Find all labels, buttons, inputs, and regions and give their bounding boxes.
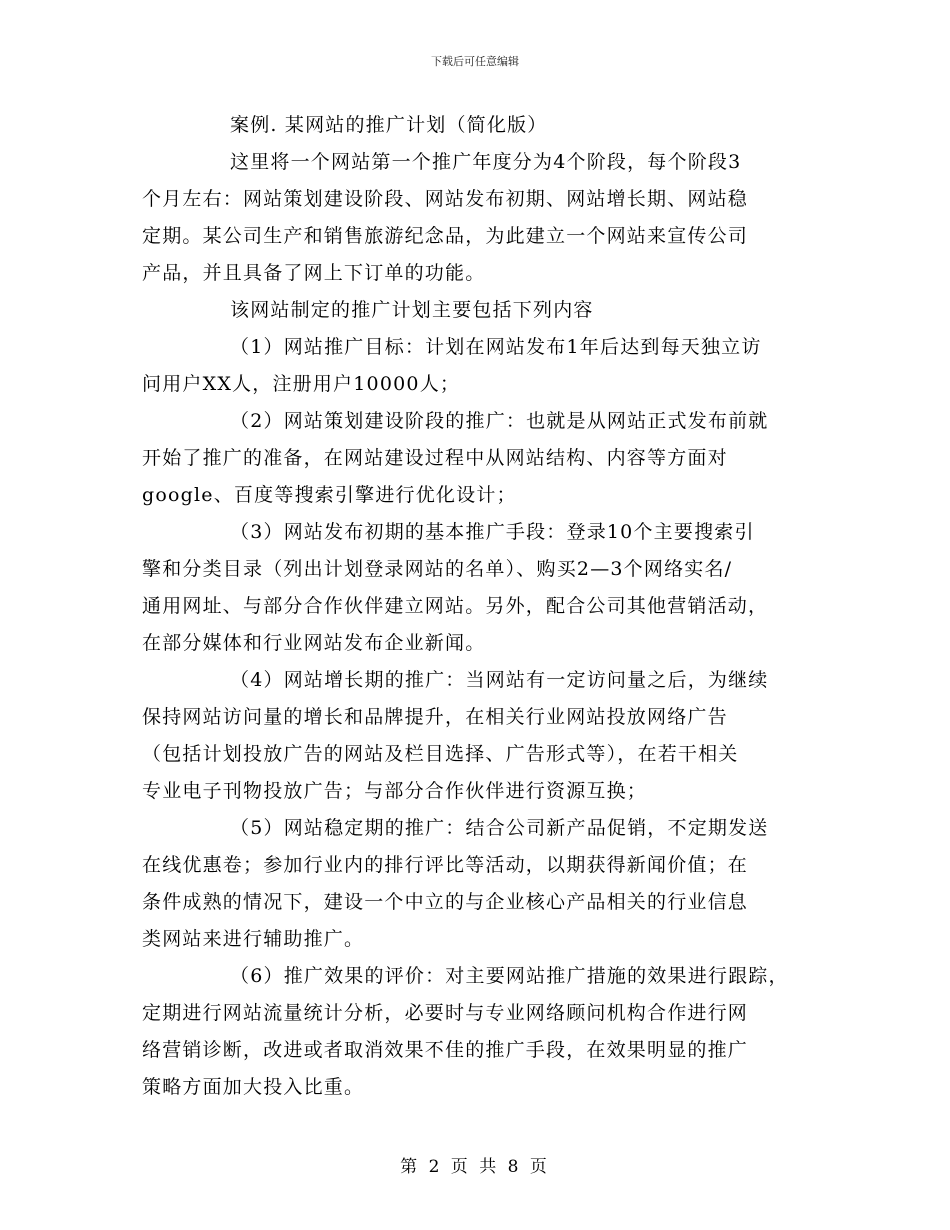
paragraph-line: （包括计划投放广告的网站及栏目选择、广告形式等），在若干相关 <box>142 743 739 765</box>
paragraph-line: 条件成熟的情况下，建设一个中立的与企业核心产品相关的行业信息 <box>142 891 749 913</box>
paragraph-line: （5）网站稳定期的推广：结合公司新产品促销，不定期发送 <box>230 817 769 839</box>
paragraph-line: 这里将一个网站第一个推广年度分为4个阶段，每个阶段3 <box>230 151 742 173</box>
paragraph-line: 问用户XX人，注册用户10000人； <box>142 373 461 395</box>
paragraph-line: 通用网址、与部分合作伙伴建立网站。另外，配合公司其他营销活动， <box>142 595 769 617</box>
paragraph-line: （4）网站增长期的推广：当网站有一定访问量之后，为继续 <box>230 669 769 691</box>
paragraph-line: 络营销诊断，改进或者取消效果不佳的推广手段，在效果明显的推广 <box>142 1039 749 1061</box>
paragraph-line: （6）推广效果的评价：对主要网站推广措施的效果进行跟踪， <box>230 965 789 987</box>
paragraph-line: 类网站来进行辅助推广。 <box>142 928 365 950</box>
page-header: 下载后可任意编辑 <box>431 55 519 68</box>
paragraph-line: 擎和分类目录（列出计划登录网站的名单）、购买2—3个网络实名/ <box>142 558 733 580</box>
paragraph-line: （2）网站策划建设阶段的推广：也就是从网站正式发布前就 <box>230 410 769 432</box>
paragraph-line: 该网站制定的推广计划主要包括下列内容 <box>230 299 594 321</box>
paragraph-line: 专业电子刊物投放广告；与部分合作伙伴进行资源互换； <box>142 780 648 802</box>
case-title: 案例. 某网站的推广计划（简化版） <box>230 114 548 136</box>
paragraph-line: 保持网站访问量的增长和品牌提升，在相关行业网站投放网络广告 <box>142 706 728 728</box>
paragraph-line: 产品，并且具备了网上下订单的功能。 <box>142 262 486 284</box>
paragraph-line: google、百度等搜索引擎进行优化设计； <box>142 484 517 506</box>
paragraph-line: 定期进行网站流量统计分析，必要时与专业网络顾问机构合作进行网 <box>142 1002 749 1024</box>
paragraph-line: 策略方面加大投入比重。 <box>142 1076 365 1098</box>
paragraph-line: 个月左右：网站策划建设阶段、网站发布初期、网站增长期、网站稳 <box>142 188 749 210</box>
paragraph-line: 开始了推广的准备，在网站建设过程中从网站结构、内容等方面对 <box>142 447 728 469</box>
paragraph-line: （3）网站发布初期的基本推广手段：登录10个主要搜索引 <box>230 521 755 543</box>
page-number-footer: 第 2 页 共 8 页 <box>400 1157 550 1177</box>
paragraph-line: 定期。某公司生产和销售旅游纪念品，为此建立一个网站来宣传公司 <box>142 225 749 247</box>
paragraph-line: 在部分媒体和行业网站发布企业新闻。 <box>142 632 486 654</box>
paragraph-line: 在线优惠卷；参加行业内的排行评比等活动，以期获得新闻价值；在 <box>142 854 749 876</box>
paragraph-line: （1）网站推广目标：计划在网站发布1年后达到每天独立访 <box>230 336 762 358</box>
